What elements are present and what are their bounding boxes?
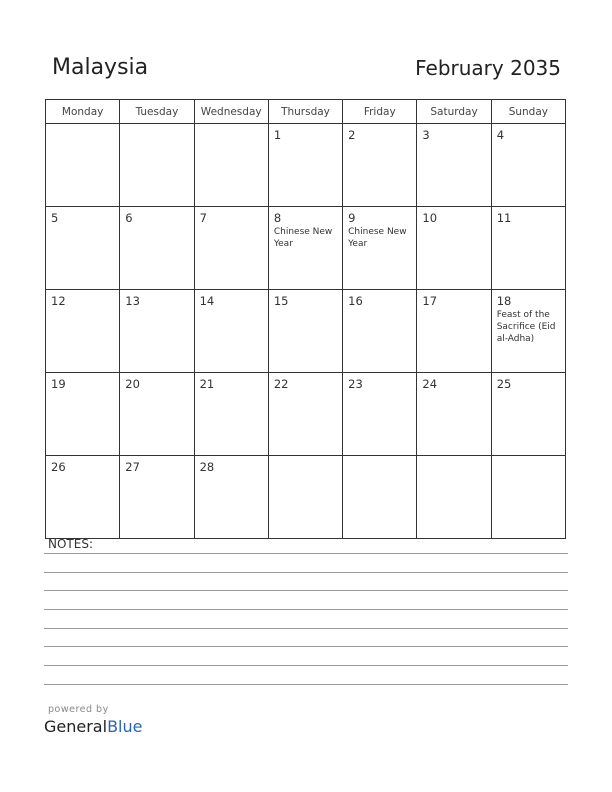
day-cell <box>491 456 565 539</box>
day-cell <box>194 456 268 539</box>
day-cell <box>46 290 120 373</box>
note-line <box>44 665 568 666</box>
day-cell <box>194 207 268 290</box>
day-cell <box>343 124 417 207</box>
brand-logo <box>44 717 142 736</box>
day-cell <box>343 290 417 373</box>
day-number: 14 <box>199 294 215 308</box>
powered-by-text: powered by <box>48 704 109 715</box>
week-row <box>46 456 566 539</box>
day-cell <box>417 290 491 373</box>
day-number: 5 <box>51 211 59 225</box>
week-row <box>46 124 566 207</box>
day-cell <box>491 373 565 456</box>
day-number: 6 <box>125 211 133 225</box>
day-number: 15 <box>273 294 289 308</box>
day-number: 3 <box>422 128 430 142</box>
weekday-header: Wednesday <box>194 100 268 124</box>
day-cell <box>491 207 565 290</box>
day-number: 26 <box>51 460 66 474</box>
day-cell <box>120 456 194 539</box>
day-number: 16 <box>348 294 363 308</box>
day-cell <box>120 290 194 373</box>
note-line <box>44 609 568 610</box>
day-number: 23 <box>348 377 363 391</box>
day-cell <box>268 124 342 207</box>
day-cell <box>46 207 120 290</box>
weekday-header: Sunday <box>491 100 565 124</box>
day-number: 11 <box>496 211 512 225</box>
day-cell <box>343 207 417 290</box>
month-year-title: February 2035 <box>415 56 561 80</box>
weekday-header: Thursday <box>268 100 342 124</box>
day-cell <box>120 124 194 207</box>
day-number: 20 <box>125 377 140 391</box>
note-line <box>44 628 568 629</box>
day-cell <box>46 124 120 207</box>
holiday-label: Feast of the Sacrifice (Eid al-Adha) <box>496 310 556 344</box>
day-number: 27 <box>125 460 140 474</box>
note-line <box>44 553 568 554</box>
day-number: 19 <box>51 377 66 391</box>
day-cell <box>120 207 194 290</box>
day-cell <box>194 290 268 373</box>
day-cell <box>194 124 268 207</box>
day-number: 7 <box>199 211 207 225</box>
note-line <box>44 646 568 647</box>
weekday-header: Friday <box>343 100 417 124</box>
weekday-header-row <box>46 100 566 124</box>
day-number: 13 <box>125 294 140 308</box>
week-row <box>46 373 566 456</box>
day-number: 28 <box>199 460 215 474</box>
brand-blue: Blue <box>107 717 143 736</box>
day-number: 4 <box>496 128 505 142</box>
week-row <box>46 207 566 290</box>
day-number: 2 <box>348 128 356 142</box>
notes-label: NOTES: <box>48 537 93 551</box>
day-number: 22 <box>273 377 289 391</box>
country-title: Malaysia <box>52 55 149 80</box>
day-cell <box>417 207 491 290</box>
day-number: 21 <box>199 377 215 391</box>
day-number: 1 <box>273 128 282 142</box>
day-cell <box>46 373 120 456</box>
day-number: 25 <box>496 377 512 391</box>
day-cell <box>417 456 491 539</box>
week-row <box>46 290 566 373</box>
brand-general: General <box>44 717 108 736</box>
day-number: 8 <box>273 211 282 225</box>
day-number: 24 <box>422 377 438 391</box>
day-number: 10 <box>422 211 438 225</box>
weekday-header: Monday <box>46 100 120 124</box>
day-cell <box>343 373 417 456</box>
day-cell <box>194 373 268 456</box>
day-cell <box>491 290 565 373</box>
day-cell <box>343 456 417 539</box>
day-cell <box>417 373 491 456</box>
holiday-label: Chinese New Year <box>273 227 333 249</box>
calendar-grid <box>45 99 566 539</box>
day-cell <box>120 373 194 456</box>
weekday-header: Saturday <box>417 100 491 124</box>
day-cell <box>268 373 342 456</box>
note-line <box>44 590 568 591</box>
day-number: 17 <box>422 294 438 308</box>
day-number: 18 <box>496 294 512 308</box>
day-number: 9 <box>348 211 356 225</box>
weekday-header: Tuesday <box>120 100 194 124</box>
day-cell <box>268 290 342 373</box>
day-cell <box>268 456 342 539</box>
day-cell <box>417 124 491 207</box>
note-line <box>44 684 568 685</box>
day-cell <box>491 124 565 207</box>
holiday-label: Chinese New Year <box>348 227 407 249</box>
day-number: 12 <box>51 294 66 308</box>
note-line <box>44 572 568 573</box>
day-cell <box>46 456 120 539</box>
day-cell <box>268 207 342 290</box>
